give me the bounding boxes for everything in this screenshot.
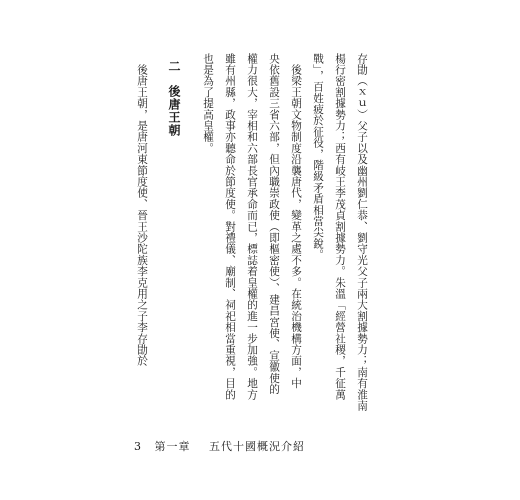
text-column: 楊行密割據勢力；西有岐王李茂貞割據勢力。朱溫「經營社稷，千征萬	[334, 53, 346, 401]
section-heading	[166, 60, 182, 137]
chapter-title: 五代十國概況介紹	[209, 440, 305, 453]
page-number: 3	[134, 440, 142, 453]
text-column: 存勖（ｘｕ）父子以及幽州劉仁恭、劉守光父子兩大割據勢力；南有淮南	[356, 53, 368, 412]
text-column: 雖有州縣，政事亦聽命於節度使。對禮儀、廟制、祠祀相當重視，目的	[224, 53, 236, 401]
chapter-label: 第一章	[154, 440, 191, 453]
section-title: 後唐王朝	[167, 85, 181, 137]
page-footer	[134, 438, 305, 454]
text-column: 央依舊設三省六部，但內職崇政使（即樞密使）、建昌宮使、宣徽使的	[268, 53, 280, 395]
text-column: 戰」，百姓疲於征役，階級矛盾相當尖銳。	[312, 53, 324, 261]
text-column: 後唐王朝，是唐河東節度使、晉王沙陀族李克用之子李存勖於	[136, 53, 148, 367]
text-column: 後梁王朝文物制度沿襲唐代，變革之處不多。在統治機構方面，中	[290, 53, 302, 389]
text-column: 權力很大，宰相和六部長官承命而已，標誌着皇權的進一步加強。地方	[246, 53, 258, 401]
text-column: 也是為了提高皇權。	[202, 53, 214, 154]
section-number: 二	[167, 60, 181, 73]
